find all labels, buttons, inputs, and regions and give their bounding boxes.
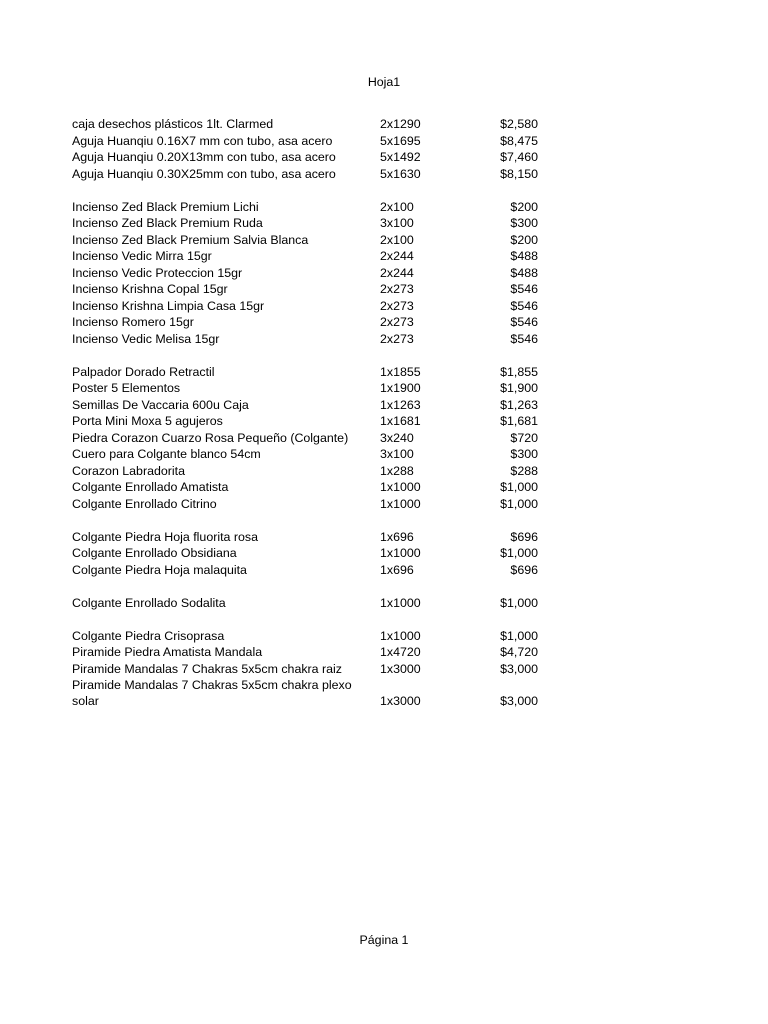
item-amount: $1,263 [500, 397, 538, 412]
item-description: Incienso Romero 15gr [72, 315, 194, 329]
table-row [72, 628, 542, 645]
table-row [72, 446, 542, 463]
row-group [72, 364, 542, 513]
table-row [72, 364, 542, 381]
item-description: Piramide Mandalas 7 Chakras 5x5cm chakra raiz [72, 661, 342, 676]
table-row [72, 644, 542, 661]
item-amount: $1,681 [500, 414, 538, 428]
table-row [72, 397, 542, 414]
item-description: Colgante Enrollado Amatista [72, 480, 229, 494]
page-footer: Página 1 [359, 933, 409, 947]
table-row [72, 331, 542, 348]
table-row [72, 595, 542, 612]
item-description: Incienso Zed Black Premium Lichi [72, 199, 259, 214]
item-amount: $8,150 [500, 166, 538, 181]
item-amount: $720 [510, 430, 538, 445]
table-row [72, 479, 542, 496]
row-group [72, 116, 542, 182]
item-quantity: 1x1263 [380, 397, 421, 412]
item-amount: $1,000 [500, 496, 538, 511]
item-description: Incienso Zed Black Premium Salvia Blanca [72, 232, 309, 247]
row-group [72, 199, 542, 348]
sheet-title: Hoja1 [367, 75, 401, 89]
item-quantity: 1x696 [380, 562, 414, 577]
item-description: Aguja Huanqiu 0.16X7 mm con tubo, asa acero [72, 133, 333, 148]
item-quantity: 1x3000 [380, 693, 421, 708]
table-row [72, 149, 542, 166]
item-quantity: 5x1630 [380, 166, 421, 181]
table-row [72, 298, 542, 315]
table-row [72, 166, 542, 183]
row-group [72, 595, 542, 612]
item-amount: $1,000 [500, 480, 538, 494]
item-quantity: 1x1855 [380, 364, 421, 379]
item-description: Incienso Vedic Proteccion 15gr [72, 265, 243, 280]
item-amount: $1,900 [500, 381, 538, 395]
item-description: Colgante Enrollado Sodalita [72, 595, 226, 610]
item-quantity: 1x288 [380, 463, 414, 478]
item-description: Colgante Enrollado Obsidiana [72, 546, 237, 560]
item-quantity: 2x100 [380, 199, 414, 214]
table-row [72, 232, 542, 249]
item-description: Incienso Vedic Mirra 15gr [72, 249, 212, 263]
item-amount: $200 [510, 232, 538, 247]
item-amount: $488 [510, 249, 538, 263]
table-row [72, 314, 542, 331]
item-quantity: 1x1000 [380, 480, 421, 494]
item-quantity: 3x100 [380, 216, 414, 230]
item-description: Piramide Mandalas 7 Chakras 5x5cm chakra plexo solar [72, 678, 352, 709]
item-quantity: 3x100 [380, 447, 414, 461]
item-description: caja desechos plásticos 1lt. Clarmed [72, 117, 274, 131]
item-quantity: 2x273 [380, 298, 414, 313]
item-quantity: 1x696 [380, 529, 414, 544]
item-amount: $1,000 [500, 595, 538, 610]
item-amount: $546 [510, 282, 538, 296]
item-description: Colgante Piedra Hoja malaquita [72, 562, 247, 577]
table-row [72, 496, 542, 513]
table-row [72, 677, 542, 709]
item-description: Palpador Dorado Retractil [72, 364, 215, 379]
item-description: Incienso Krishna Copal 15gr [72, 282, 228, 296]
table-row [72, 545, 542, 562]
item-description: Piedra Corazon Cuarzo Rosa Pequeño (Colgante) [72, 430, 349, 445]
item-amount: $288 [510, 463, 538, 478]
item-amount: $696 [510, 529, 538, 544]
item-quantity: 1x4720 [380, 645, 421, 659]
table-row [72, 430, 542, 447]
table-row [72, 413, 542, 430]
item-amount: $300 [510, 447, 538, 461]
table-row [72, 562, 542, 579]
table-row [72, 380, 542, 397]
item-quantity: 2x244 [380, 265, 414, 280]
item-quantity: 1x1000 [380, 546, 421, 560]
item-amount: $1,855 [500, 364, 538, 379]
item-amount: $696 [510, 562, 538, 577]
item-amount: $3,000 [500, 661, 538, 676]
spreadsheet-table [72, 116, 542, 709]
table-row [72, 281, 542, 298]
item-quantity: 3x240 [380, 430, 414, 445]
item-amount: $488 [510, 265, 538, 280]
item-quantity: 1x3000 [380, 661, 421, 676]
item-amount: $546 [510, 298, 538, 313]
item-description: Porta Mini Moxa 5 agujeros [72, 414, 223, 428]
item-quantity: 1x1900 [380, 381, 421, 395]
item-description: Colgante Piedra Crisoprasa [72, 628, 225, 643]
item-amount: $1,000 [500, 546, 538, 560]
item-amount: $200 [510, 199, 538, 214]
item-description: Colgante Enrollado Citrino [72, 496, 217, 511]
item-amount: $546 [510, 315, 538, 329]
row-group [72, 628, 542, 710]
item-quantity: 2x100 [380, 232, 414, 247]
item-description: Poster 5 Elementos [72, 381, 181, 395]
item-quantity: 2x273 [380, 315, 414, 329]
table-row [72, 116, 542, 133]
item-amount: $2,580 [500, 117, 538, 131]
item-amount: $546 [510, 331, 538, 346]
item-amount: $3,000 [500, 693, 538, 708]
item-quantity: 5x1492 [380, 150, 421, 164]
item-description: Semillas De Vaccaria 600u Caja [72, 397, 249, 412]
item-quantity: 2x1290 [380, 117, 421, 131]
row-group [72, 529, 542, 579]
table-row [72, 133, 542, 150]
table-row [72, 529, 542, 546]
item-quantity: 1x1000 [380, 628, 421, 643]
item-description: Incienso Zed Black Premium Ruda [72, 216, 263, 230]
item-quantity: 2x273 [380, 331, 414, 346]
table-row [72, 265, 542, 282]
item-description: Aguja Huanqiu 0.20X13mm con tubo, asa acero [72, 150, 336, 164]
table-row [72, 661, 542, 678]
item-quantity: 1x1681 [380, 414, 421, 428]
table-row [72, 463, 542, 480]
item-description: Corazon Labradorita [72, 463, 185, 478]
item-quantity: 5x1695 [380, 133, 421, 148]
item-quantity: 1x1000 [380, 496, 421, 511]
item-quantity: 2x244 [380, 249, 414, 263]
item-description: Incienso Krishna Limpia Casa 15gr [72, 298, 265, 313]
item-description: Aguja Huanqiu 0.30X25mm con tubo, asa acero [72, 166, 336, 181]
item-amount: $1,000 [500, 628, 538, 643]
item-amount: $7,460 [500, 150, 538, 164]
item-description: Cuero para Colgante blanco 54cm [72, 447, 261, 461]
item-quantity: 1x1000 [380, 595, 421, 610]
item-amount: $8,475 [500, 133, 538, 148]
item-amount: $300 [510, 216, 538, 230]
table-row [72, 248, 542, 265]
item-quantity: 2x273 [380, 282, 414, 296]
item-description: Incienso Vedic Melisa 15gr [72, 331, 220, 346]
item-description: Colgante Piedra Hoja fluorita rosa [72, 529, 258, 544]
table-row [72, 199, 542, 216]
item-description: Piramide Piedra Amatista Mandala [72, 645, 263, 659]
table-row [72, 215, 542, 232]
item-amount: $4,720 [500, 645, 538, 659]
